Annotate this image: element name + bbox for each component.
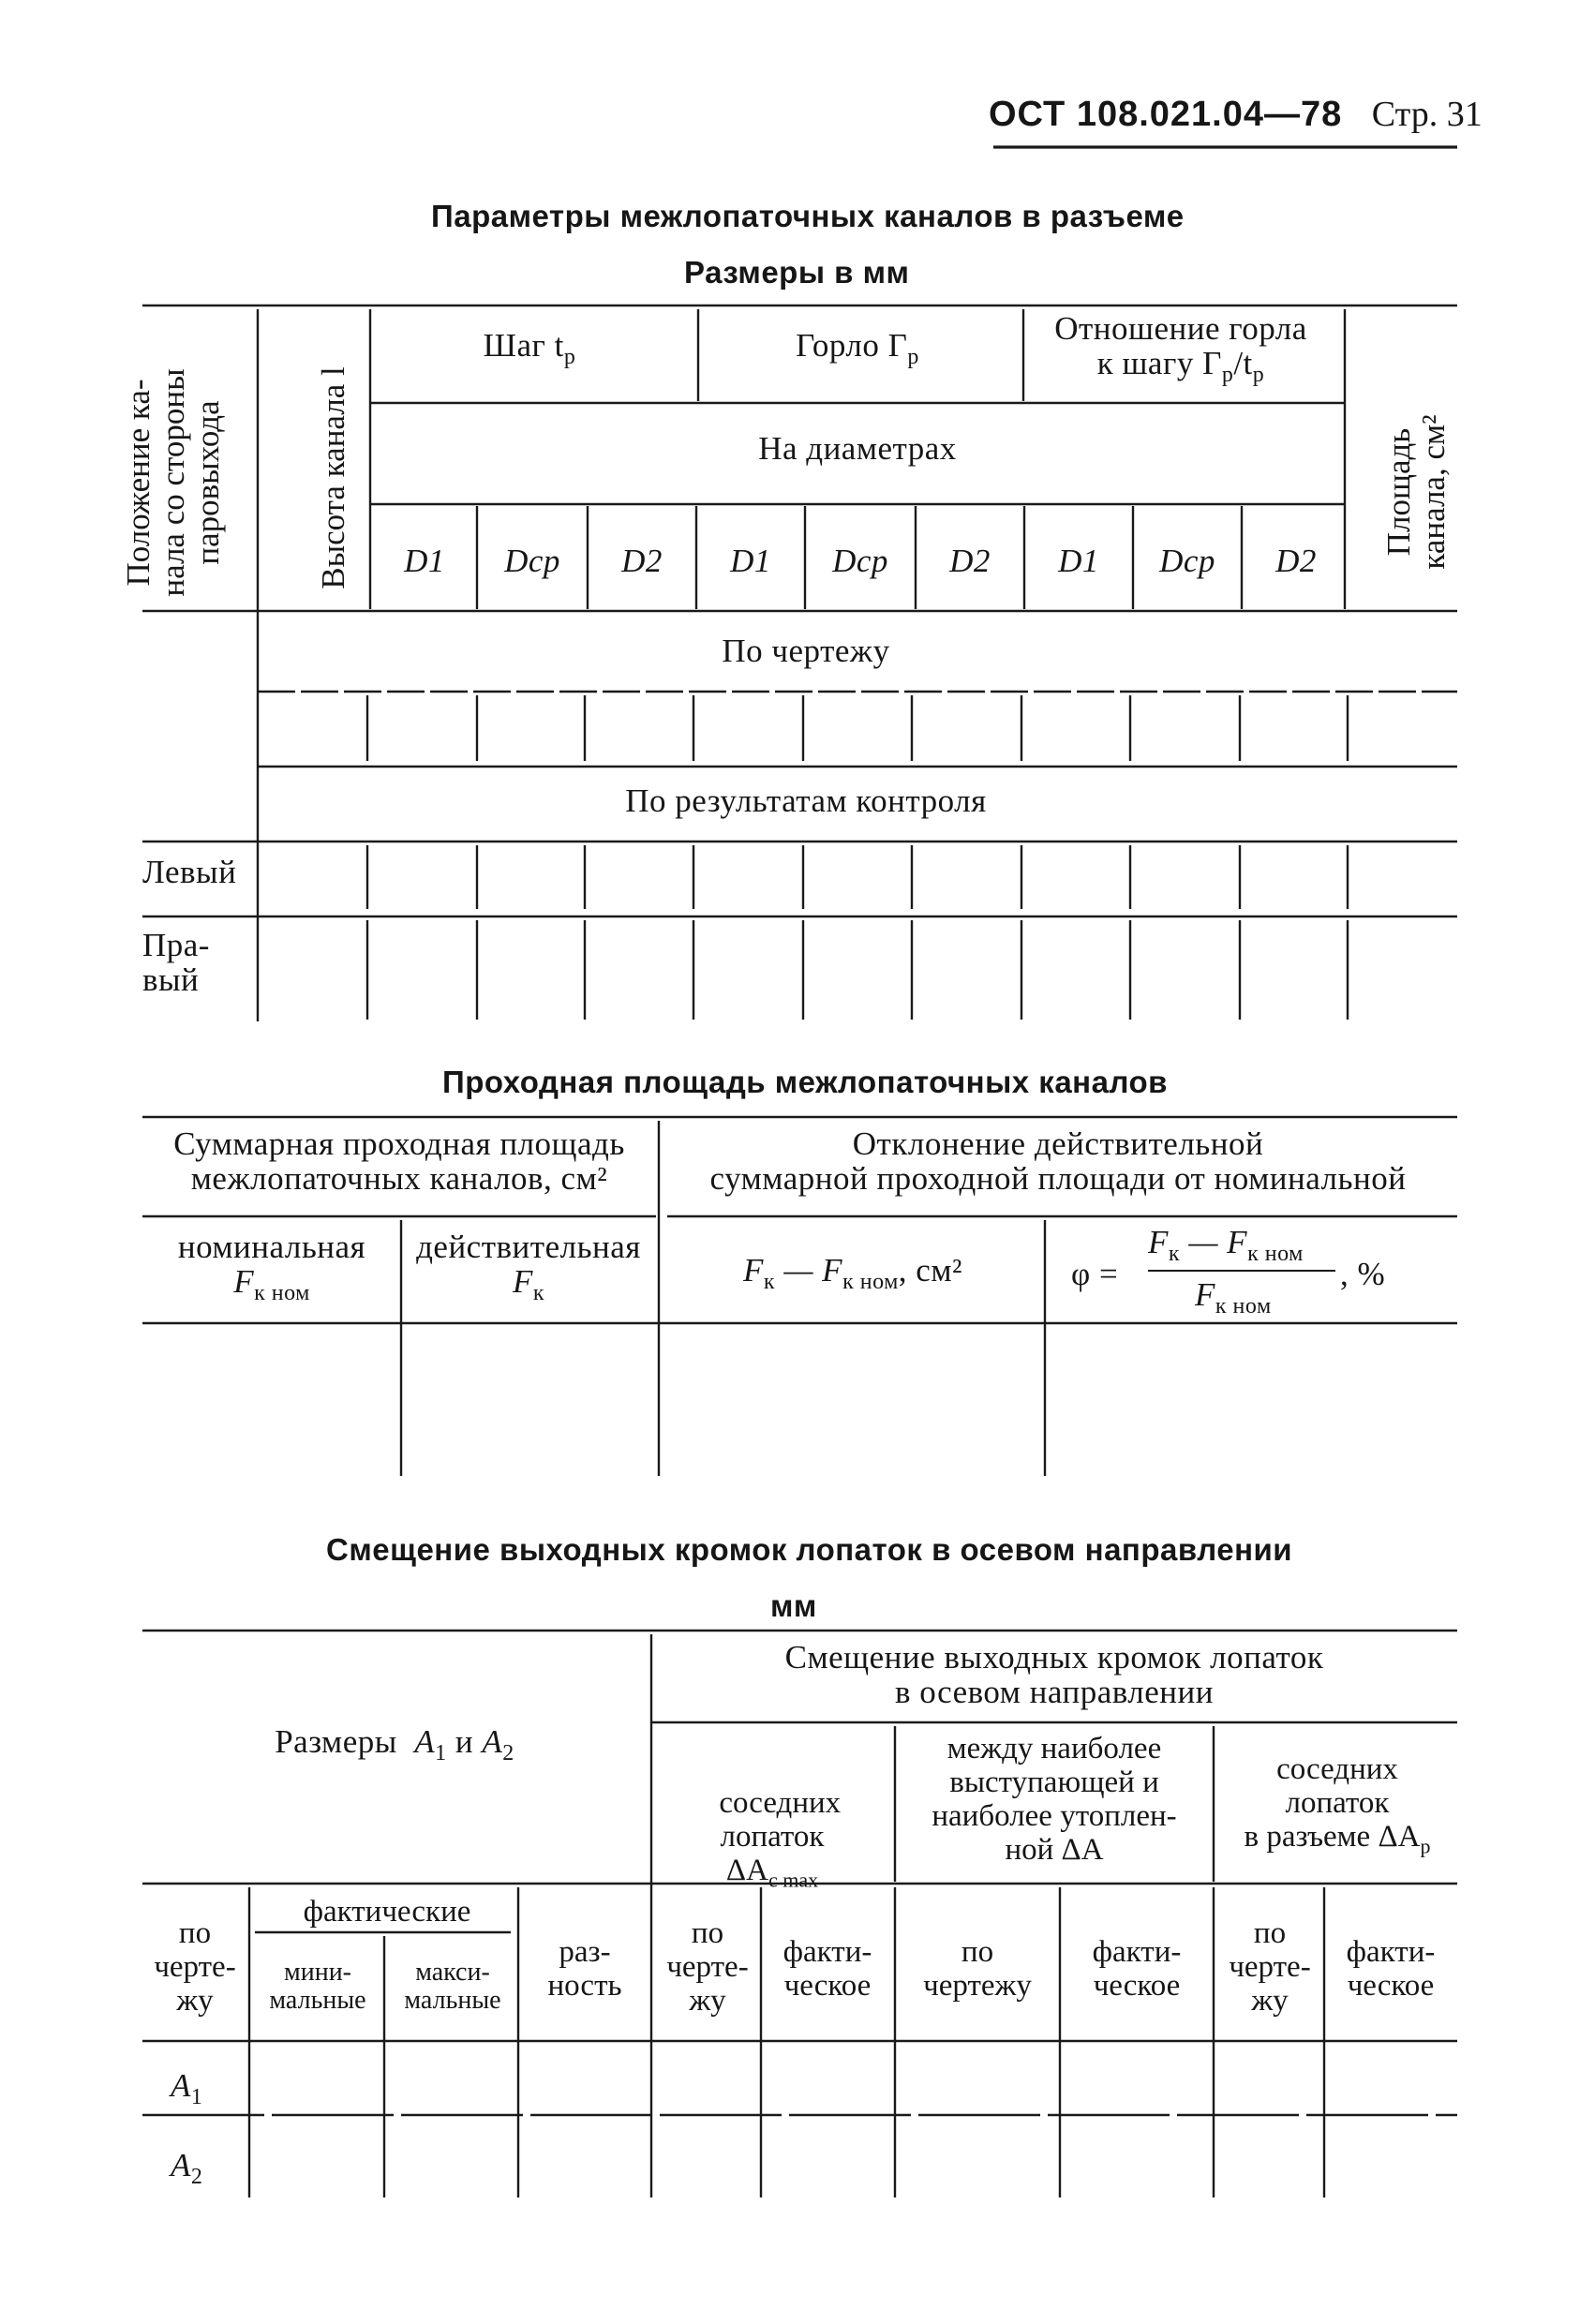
section-by-control: По результатам контроля — [625, 782, 987, 819]
group-split-header: соседних лопаток в разъеме $\Delta A_р$ — [1244, 1752, 1431, 1858]
diameter-label: D2 — [1275, 543, 1317, 579]
sizes-actual: фактические — [303, 1895, 471, 1929]
page-number: Стр. 31 — [1371, 95, 1483, 134]
table3-title: Смещение выходных кромок лопаток в осевом направлении — [326, 1532, 1293, 1567]
diameter-label: D2 — [621, 543, 663, 579]
split-by-drawing: по черте- жу — [1229, 1916, 1311, 2018]
actual-header: действительная $F_к$ — [416, 1229, 641, 1305]
diameter-label: D1 — [730, 543, 771, 579]
row-a1-label: $A_1$ — [171, 2067, 203, 2109]
sizes-max: макси- мальные — [404, 1958, 501, 2015]
split-actual: факти- ческое — [1346, 1935, 1436, 2003]
col-deviation-header: Отклонение действительной суммарной проходной площади от номинальной — [709, 1125, 1407, 1197]
table3-units: мм — [770, 1588, 817, 1623]
section-by-drawing: По чертежу — [722, 633, 890, 669]
sizes-min: мини- мальные — [269, 1958, 366, 2015]
col-ratio-header: Отношение горла к шагу $Г_р/t_р$ — [1054, 310, 1307, 387]
between-actual: факти- ческое — [1092, 1935, 1182, 2003]
diameter-label: D2 — [949, 543, 991, 579]
diameter-label: Dср — [504, 543, 560, 579]
row-right-label: Пра- вый — [142, 927, 210, 998]
sizes-diff: раз- ность — [547, 1935, 622, 2003]
col-step-header: Шаг $t_р$ — [483, 327, 576, 369]
document-number: ОСТ 108.021.04—78 — [989, 95, 1343, 134]
col-position-header: Положение ка- нала со стороны паровыхода — [120, 368, 226, 597]
col-area-header: Площадь канала, см² — [1380, 414, 1452, 570]
table1-units: Размеры в мм — [684, 255, 910, 290]
diameter-label: Dср — [832, 543, 888, 579]
row-left-label: Левый — [142, 854, 237, 890]
table1-title: Параметры межлопаточных каналов в разъеме — [431, 199, 1185, 233]
row-a2-label: $A_2$ — [171, 2147, 203, 2189]
diameter-label: D1 — [1058, 543, 1099, 579]
phi-formula: φ = $F_к$ — $F_{к ном}$ $F_{к ном}$ , % — [1071, 1224, 1386, 1318]
adjacent-by-drawing: по черте- жу — [666, 1916, 749, 2018]
adjacent-actual: факти- ческое — [783, 1935, 872, 2003]
table2-title: Проходная площадь межлопаточных каналов — [442, 1065, 1168, 1099]
col-total-area-header: Суммарная проходная площадь межлопаточных каналов, см² — [173, 1125, 625, 1197]
group-between-header: между наиболее выступающей и наиболее утоплен- ной ΔA — [932, 1732, 1177, 1867]
sizes-by-drawing: по черте- жу — [154, 1916, 236, 2018]
group-adjacent-header: соседних лопаток $\Delta A_{с max}$ — [719, 1786, 842, 1892]
diameter-label: Dср — [1159, 543, 1215, 579]
diff-header: $F_к$ — $F_{к ном}$, см² — [743, 1252, 962, 1294]
diameter-label: D1 — [404, 543, 445, 579]
nominal-header: номинальная $F_{к ном}$ — [177, 1229, 366, 1305]
col-throat-header: Горло $Г_р$ — [796, 327, 919, 369]
col-height-header: Высота канала l — [315, 366, 351, 589]
between-by-drawing: по чертежу — [923, 1935, 1032, 2003]
on-diameters-label: На диаметрах — [758, 430, 957, 467]
col-sizes-header: Размеры $A_1$ и $A_2$ — [275, 1723, 514, 1765]
col-shift-header: Смещение выходных кромок лопаток в осевом направлении — [784, 1639, 1324, 1710]
